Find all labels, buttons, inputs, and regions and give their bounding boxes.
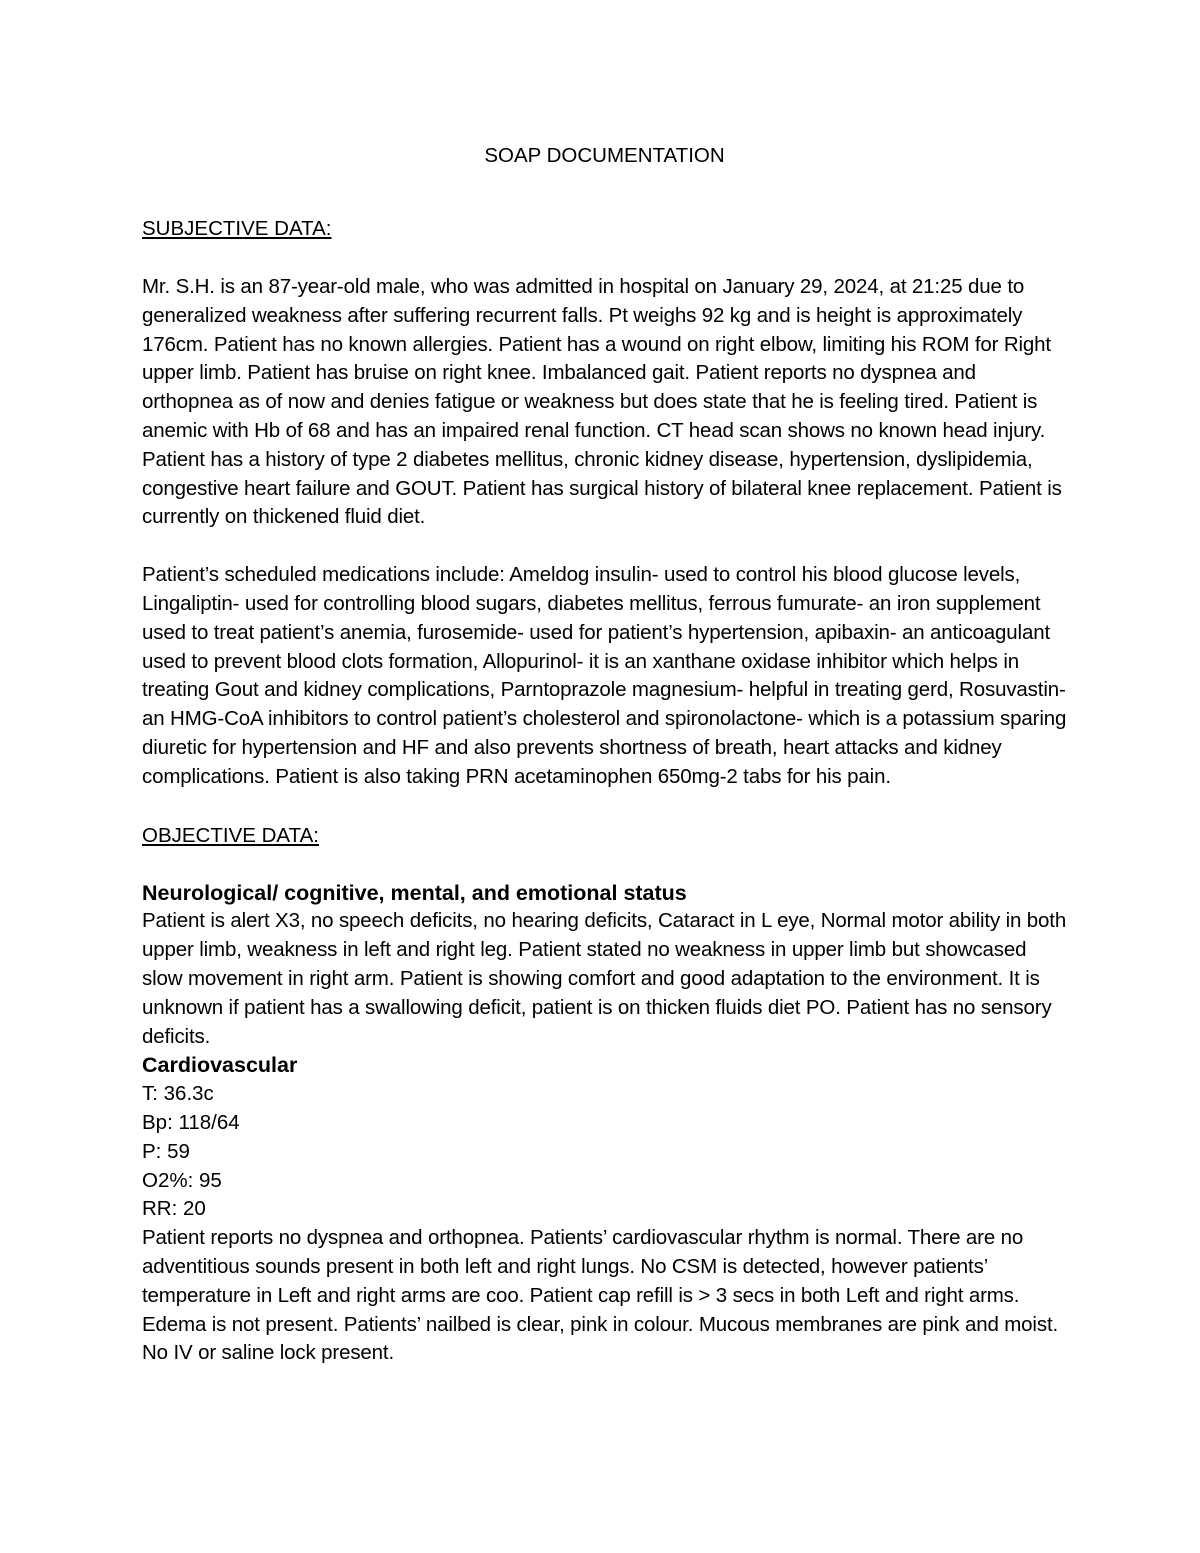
subjective-history-paragraph: Mr. S.H. is an 87-year-old male, who was admitted in hospital on January 29, 2024, at 21:25 due to generalized weakness after suffering recurrent falls. Pt weighs 92 kg and is height is approximately 176cm. Patient has no known allergies. Patient has a wound on right elbow, limiting his ROM for Right upper limb. Patient has bruise on right knee. Imbalanced gait. Patient reports no dyspnea and orthopnea as of now and denies fatigue or weakness but does state that he is feeling tired. Patient is anemic with Hb of 68 and has an impaired renal function. CT head scan shows no known head injury. Patient has a history of type 2 diabetes mellitus, chronic kidney disease, hypertension, dyslipidemia, congestive heart failure and GOUT. Patient has surgical history of bilateral knee replacement. Patient is currently on thickened fluid diet. — [142, 275, 1062, 529]
document-body — [142, 142, 1067, 1368]
vital-pulse: P: 59 — [142, 1139, 190, 1163]
objective-heading: OBJECTIVE DATA: — [142, 823, 319, 847]
document-title: SOAP DOCUMENTATION — [484, 144, 725, 167]
subjective-heading: SUBJECTIVE DATA: — [142, 217, 332, 240]
neuro-paragraph: Patient is alert X3, no speech deficits, no hearing deficits, Cataract in L eye, Normal motor ability in both upper limb, weakness in left and right leg. Patient stated no weakness in upper limb but showcased slow movement in right arm. Patient is showing comfort and good adaptation to the environment. It is unknown if patient has a swallowing deficit, patient is on thicken fluids diet PO. Patient has no sensory deficits. — [142, 909, 1067, 1048]
vital-blood-pressure: Bp: 118/64 — [142, 1110, 240, 1134]
vitals-list — [142, 1080, 1067, 1224]
vital-temperature: T: 36.3c — [142, 1082, 214, 1106]
cardio-paragraph: Patient reports no dyspnea and orthopnea. Patients’ cardiovascular rhythm is normal. There are no adventitious sounds present in both left and right lungs. No CSM is detected, however patients’ temperature in Left and right arms are coo. Patient cap refill is > 3 secs in both Left and right arms. Edema is not present. Patients’ nailbed is clear, pink in colour. Mucous membranes are pink and moist. No IV or saline lock present. — [142, 1226, 1059, 1365]
cardio-heading: Cardiovascular — [142, 1053, 298, 1078]
neuro-heading: Neurological/ cognitive, mental, and emotional status — [142, 880, 687, 905]
vital-respiratory-rate: RR: 20 — [142, 1197, 206, 1221]
vital-oxygen-saturation: O2%: 95 — [142, 1168, 222, 1192]
medications-paragraph: Patient’s scheduled medications include: Ameldog insulin- used to control his blood glucose levels, Lingaliptin- used for controlling blood sugars, diabetes mellitus, ferrous fumurate- an iron supplement used to treat patient’s anemia, furosemide- used for patient’s hypertension, apibaxin- an anticoagulant used to prevent blood clots formation, Allopurinol- it is an xanthane oxidase inhibitor which helps in treating Gout and kidney complications, Parntoprazole magnesium- helpful in treating gerd, Rosuvastin- an HMG-CoA inhibitors to control patient’s cholesterol and spironolactone- which is a potassium sparing diuretic for hypertension and HF and also prevents shortness of breath, heart attacks and kidney complications. Patient is also taking PRN acetaminophen 650mg-2 tabs for his pain. — [142, 563, 1067, 788]
